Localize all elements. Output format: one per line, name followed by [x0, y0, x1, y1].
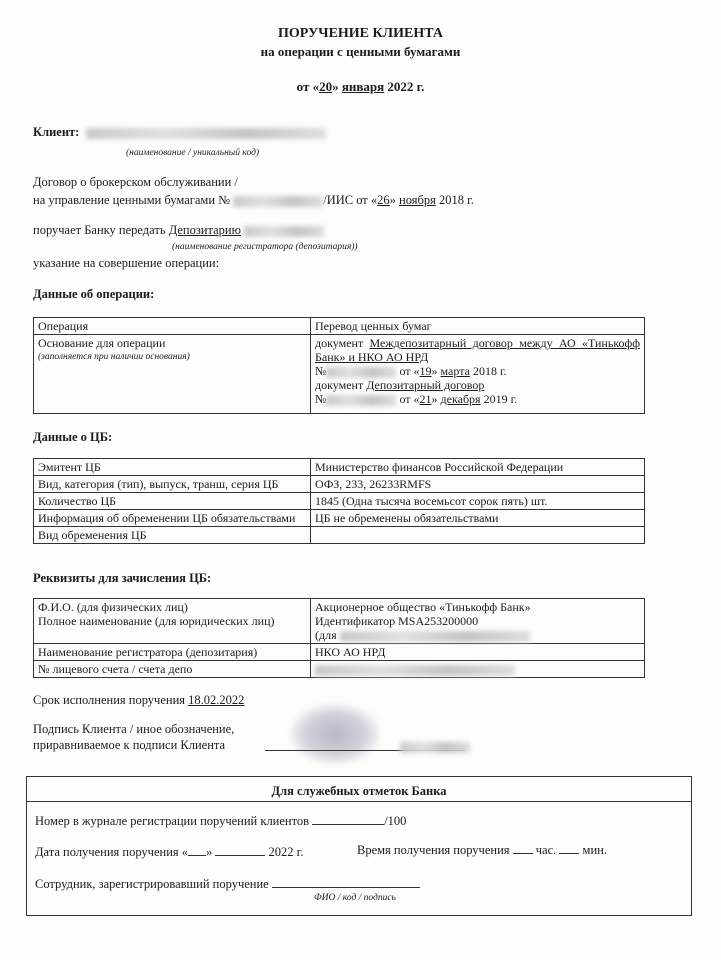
bank-notes-title: Для служебных отметок Банка [271, 784, 447, 798]
instruction-hint: (наименование регистратора (депозитария)) [172, 242, 358, 252]
signature-image [290, 704, 380, 764]
employee: Сотрудник, зарегистрировавший поручение [35, 877, 420, 892]
table-row [34, 335, 645, 414]
table-row: № лицевого счета / счета депо [34, 661, 645, 678]
employee-hint: ФИО / код / подпись [314, 893, 396, 903]
contract-line1: Договор о брокерском обслуживании / [33, 175, 238, 189]
basis-label: Основание для операции (заполняется при наличии основания) [34, 335, 311, 414]
instruction-line3: указание на совершение операции: [33, 256, 220, 270]
deadline: Срок исполнения поручения 18.02.2022 [33, 693, 245, 707]
account-redacted [311, 661, 645, 678]
table-row: Вид, категория (тип), выпуск, транш, серия ЦБ ОФЗ, 233, 26233RMFS [34, 476, 645, 493]
signature-line2: приравниваемое к подписи Клиента [33, 738, 226, 752]
depository-redacted [244, 226, 324, 237]
contract-number-redacted [233, 196, 323, 207]
table-row: Вид обременения ЦБ [34, 527, 645, 544]
operation-label: Операция [34, 318, 311, 335]
operation-table [33, 317, 645, 414]
security-header: Данные о ЦБ: [33, 430, 113, 444]
credit-table [33, 598, 645, 678]
journal-number: Номер в журнале регистрации поручений клиентов /100 [35, 814, 407, 828]
operation-header: Данные об операции: [33, 287, 155, 301]
document-subtitle: на операции с ценными бумагами [260, 44, 461, 59]
basis-value: документ Междепозитарный договор между АО «Тинькофф Банк» и НКО АО НРД № от «19» марта 2018 г. документ Депозитарный договор № от «21» декабря 2019 г. [311, 335, 645, 414]
contract-line2: на управление ценными бумагами № /ИИС от «26» ноября 2018 г. [33, 193, 474, 207]
signature-line1: Подпись Клиента / иное обозначение, [33, 722, 235, 736]
credit-header: Реквизиты для зачисления ЦБ: [33, 571, 212, 585]
received-date: Дата получения поручения « » 2022 г. [35, 845, 304, 859]
operation-value: Перевод ценных бумаг [311, 318, 645, 335]
security-table [33, 458, 645, 544]
instruction-line: поручает Банку передать Депозитарию [33, 223, 324, 238]
table-row [34, 318, 645, 335]
client-redacted [86, 128, 326, 139]
recipient-value: Акционерное общество «Тинькофф Банк» Идентификатор MSA253200000 (для [311, 599, 645, 644]
table-row: Количество ЦБ 1845 (Одна тысяча восемьсот сорок пять) шт. [34, 493, 645, 510]
client-hint: (наименование / уникальный код) [126, 148, 260, 158]
client-label: Клиент: [33, 125, 80, 139]
document-title: ПОРУЧЕНИЕ КЛИЕНТА [278, 26, 443, 41]
table-row: Наименование регистратора (депозитария) НКО АО НРД [34, 644, 645, 661]
document-date: от «20» января 2022 г. [296, 79, 425, 94]
table-row: Информация об обременении ЦБ обязательствами ЦБ не обременены обязательствами [34, 510, 645, 527]
received-time: Время получения поручения час. мин. [357, 843, 607, 857]
table-row [34, 599, 645, 644]
bank-notes-box [26, 776, 692, 916]
signature-name-redacted [400, 742, 470, 753]
table-row: Эмитент ЦБ Министерство финансов Российской Федерации [34, 459, 645, 476]
recipient-label: Ф.И.О. (для физических лиц) Полное наименование (для юридических лиц) [34, 599, 311, 644]
